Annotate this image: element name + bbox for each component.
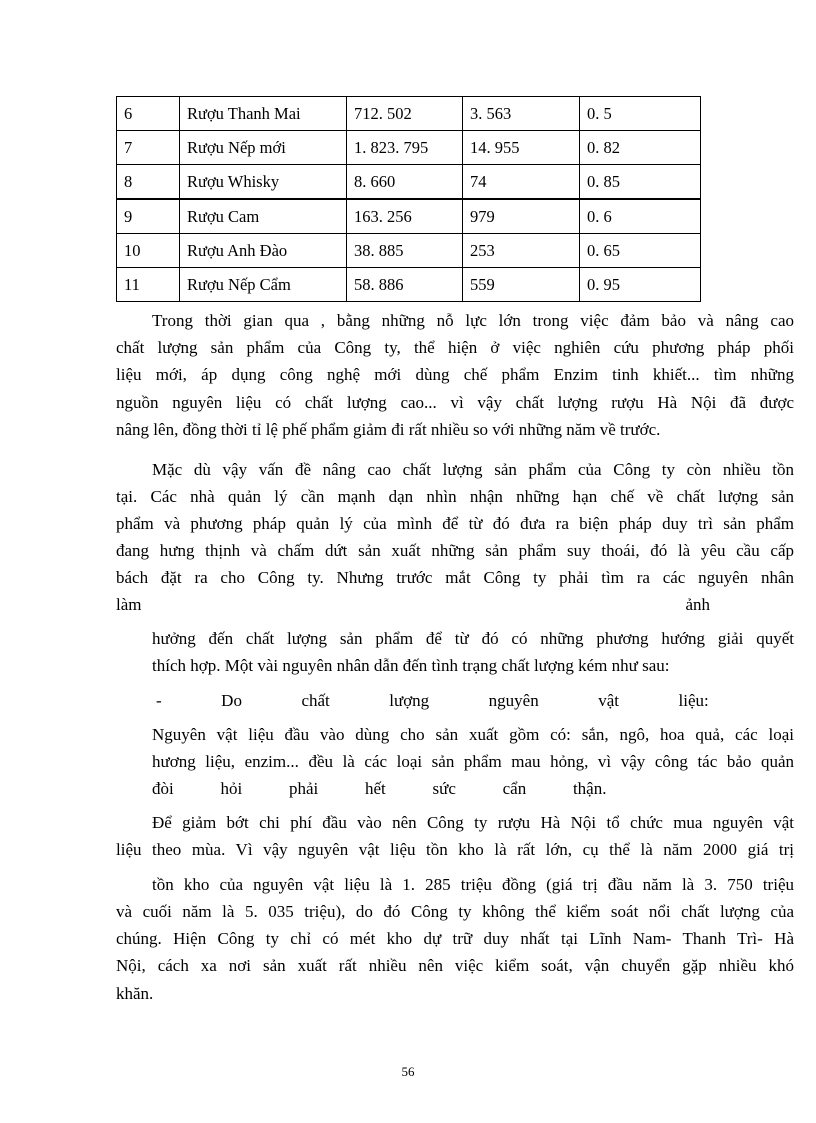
paragraph-line: hương liệu, enzim... đều là các loại sản phẩm mau hỏng, vì vậy công tác bảo quản xyxy=(152,752,794,771)
table-row xyxy=(117,234,701,268)
paragraph-line: khăn. xyxy=(116,984,154,1003)
row-number: 9 xyxy=(117,199,180,234)
value-cell: 0. 85 xyxy=(580,165,701,200)
product-table xyxy=(116,96,701,302)
value-cell: 712. 502 xyxy=(347,97,463,131)
paragraph-line: Nội, cách xa nơi sản xuất rất nhiều nên việc kiểm soát, vận chuyển gặp nhiều khó xyxy=(116,956,794,975)
value-cell: 14. 955 xyxy=(463,131,580,165)
product-name: Rượu Whisky xyxy=(180,165,347,200)
paragraph-line: nguồn nguyên liệu có chất lượng cao... vì vậy chất lượng rượu Hà Nội đã được xyxy=(116,393,794,412)
value-cell: 3. 563 xyxy=(463,97,580,131)
value-cell: 0. 5 xyxy=(580,97,701,131)
product-name: Rượu Thanh Mai xyxy=(180,97,347,131)
paragraph-line: đang hưng thịnh và chấm dứt sản xuất những sản phẩm suy thoái, đó là yêu cầu cấp xyxy=(116,541,794,560)
paragraph-line: làm ảnh xyxy=(116,595,711,614)
row-number: 11 xyxy=(117,268,180,302)
product-name: Rượu Nếp Cẩm xyxy=(180,268,347,302)
row-number: 6 xyxy=(117,97,180,131)
paragraph-line: phẩm và phương pháp quản lý của mình để từ đó đưa ra biện pháp duy trì sản phẩm xyxy=(116,514,794,533)
paragraph-line: hưởng đến chất lượng sản phẩm để từ đó có những phương hướng giải quyết xyxy=(152,629,794,648)
paragraph-line: nâng lên, đồng thời tỉ lệ phế phẩm giảm đi rất nhiều so với những năm về trước. xyxy=(116,420,661,439)
paragraph-line: liệu mới, áp dụng công nghệ mới dùng chế phẩm Enzim tinh khiết... tìm những xyxy=(116,365,794,384)
row-number: 8 xyxy=(117,165,180,200)
table-row xyxy=(117,199,701,234)
paragraph-line: thích hợp. Một vài nguyên nhân dẫn đến tình trạng chất lượng kém như sau: xyxy=(152,656,670,675)
table-row xyxy=(117,165,701,200)
paragraph-line: Mặc dù vậy vấn đề nâng cao chất lượng sản phẩm của Công ty còn nhiều tồn xyxy=(152,460,794,479)
paragraph-line: Trong thời gian qua , bằng những nỗ lực lớn trong việc đảm bảo và nâng cao xyxy=(152,311,794,330)
value-cell: 0. 65 xyxy=(580,234,701,268)
paragraph-line: chất lượng sản phẩm của Công ty, thể hiện ở việc nghiên cứu phương pháp phối xyxy=(116,338,794,357)
value-cell: 559 xyxy=(463,268,580,302)
value-cell: 1. 823. 795 xyxy=(347,131,463,165)
value-cell: 253 xyxy=(463,234,580,268)
value-cell: 979 xyxy=(463,199,580,234)
value-cell: 58. 886 xyxy=(347,268,463,302)
row-number: 10 xyxy=(117,234,180,268)
paragraph-line: Nguyên vật liệu đầu vào dùng cho sản xuất gồm có: sắn, ngô, hoa quả, các loại xyxy=(152,725,794,744)
page-number: 56 xyxy=(401,1064,415,1079)
paragraph-line: chúng. Hiện Công ty chỉ có mét kho dự trữ duy nhất tại Lĩnh Nam- Thanh Trì- Hà xyxy=(116,929,794,948)
table-row xyxy=(117,268,701,302)
bullet-heading: - Do chất lượng nguyên vật liệu: xyxy=(156,691,709,710)
value-cell: 0. 82 xyxy=(580,131,701,165)
value-cell: 74 xyxy=(463,165,580,200)
product-name: Rượu Cam xyxy=(180,199,347,234)
value-cell: 163. 256 xyxy=(347,199,463,234)
product-name: Rượu Anh Đào xyxy=(180,234,347,268)
value-cell: 0. 95 xyxy=(580,268,701,302)
product-name: Rượu Nếp mới xyxy=(180,131,347,165)
table-row xyxy=(117,97,701,131)
paragraph-line: đòi hỏi phải hết sức cẩn thận. xyxy=(152,779,607,798)
row-number: 7 xyxy=(117,131,180,165)
value-cell: 38. 885 xyxy=(347,234,463,268)
value-cell: 8. 660 xyxy=(347,165,463,200)
paragraph-line: Để giảm bớt chi phí đầu vào nên Công ty rượu Hà Nội tổ chức mua nguyên vật xyxy=(152,813,794,832)
paragraph-line: bách đặt ra cho Công ty. Nhưng trước mắt Công ty phải tìm ra các nguyên nhân xyxy=(116,568,794,587)
paragraph-line: tại. Các nhà quản lý cần mạnh dạn nhìn nhận những hạn chế về chất lượng sản xyxy=(116,487,794,506)
table-row xyxy=(117,131,701,165)
value-cell: 0. 6 xyxy=(580,199,701,234)
paragraph-line: liệu theo mùa. Vì vậy nguyên vật liệu tồn kho là rất lớn, cụ thể là năm 2000 giá trị xyxy=(116,840,794,859)
paragraph-line: và cuối năm là 5. 035 triệu), do đó Công ty không thể kiểm soát nổi chất lượng của xyxy=(116,902,794,921)
paragraph-line: tồn kho của nguyên vật liệu là 1. 285 triệu đồng (giá trị đầu năm là 3. 750 triệu xyxy=(152,875,794,894)
